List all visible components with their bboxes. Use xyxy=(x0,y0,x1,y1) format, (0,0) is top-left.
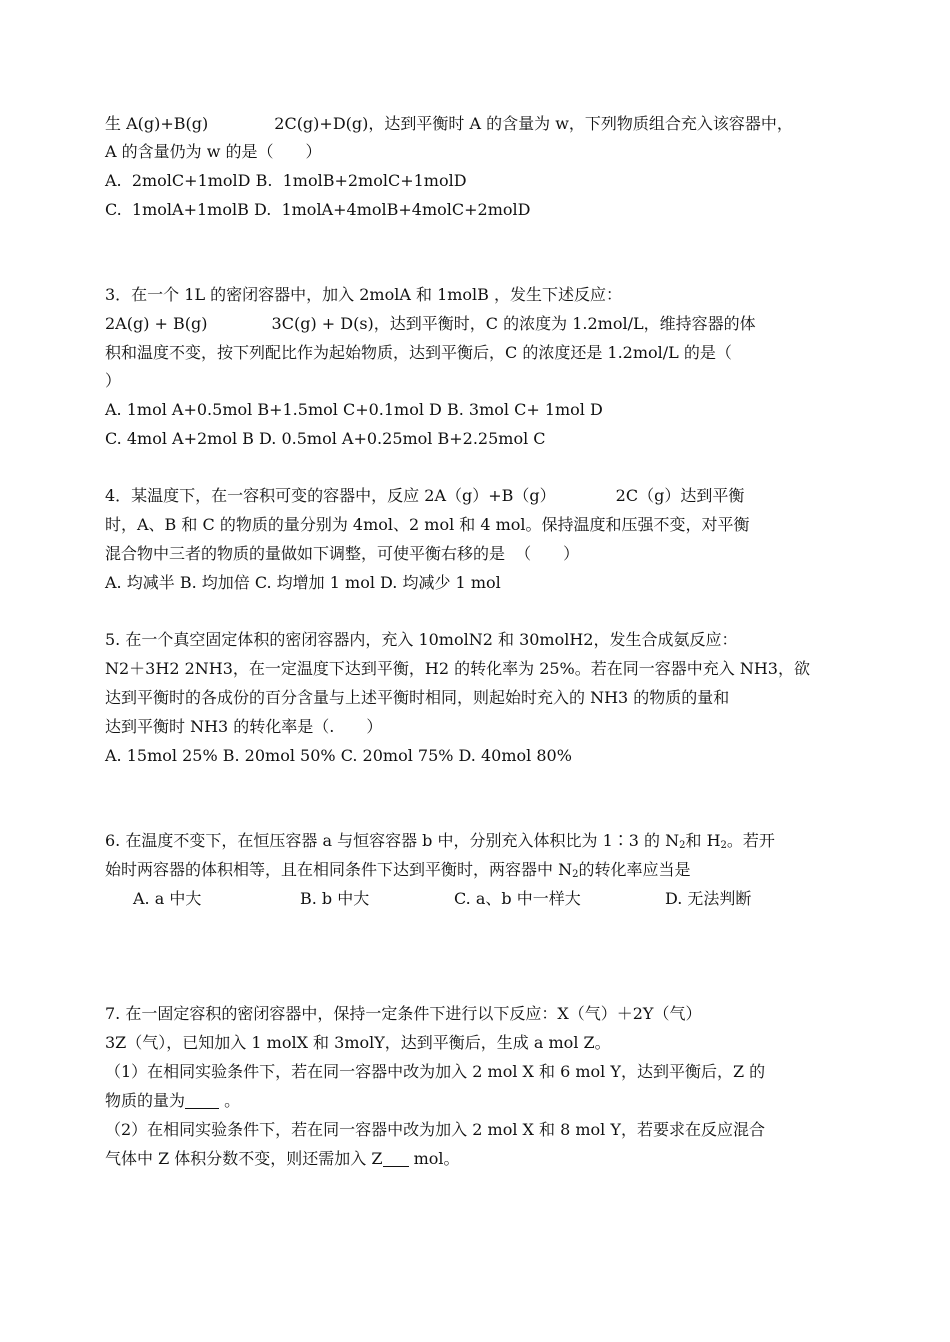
q7-line-4: 物质的量为 。 xyxy=(105,1091,241,1110)
q6-option-d: D. 无法判断 xyxy=(665,889,752,908)
q3-options-1: A. 1mol A+0.5mol B+1.5mol C+0.1mol D B. 3mol C+ 1mol D xyxy=(105,400,603,419)
q3-line-2: 2A(g) + B(g) 3C(g) + D(s)，达到平衡时，C 的浓度为 1.2mol/L，维持容器的体 xyxy=(105,314,756,333)
q7-line-6: 气体中 Z 体积分数不变，则还需加入 Z mol。 xyxy=(105,1149,460,1168)
q7-line-2: 3Z（气），已知加入 1 molX 和 3molY，达到平衡后，生成 a mol Z。 xyxy=(105,1033,611,1052)
answer-blank-2 xyxy=(383,1150,409,1167)
q5-line-2: N2＋3H2 2NH3，在一定温度下达到平衡，H2 的转化率为 25%。若在同一容器中充入 NH3，欲 xyxy=(105,659,810,678)
q3-line-1: 3．在一个 1L 的密闭容器中，加入 2molA 和 1molB ，发生下述反应： xyxy=(105,285,623,304)
q6-option-b: B. b 中大 xyxy=(300,889,370,908)
q2-line-1: 生 A(g)+B(g) 2C(g)+D(g)，达到平衡时 A 的含量为 w，下列物质组合充入该容器中， xyxy=(105,114,793,133)
q4-line-1: 4．某温度下，在一容积可变的容器中，反应 2A（g）+B（g） 2C（g）达到平衡 xyxy=(105,486,745,505)
q5-options: A. 15mol 25% B. 20mol 50% C. 20mol 75% D. 40mol 80% xyxy=(105,746,572,765)
q4-line-3: 混合物中三者的物质的量做如下调整，可使平衡右移的是 （ ） xyxy=(105,544,580,563)
q7-line-5: （2）在相同实验条件下，若在同一容器中改为加入 2 mol X 和 8 mol Y，若要求在反应混合 xyxy=(105,1120,765,1139)
q6-option-c: C. a、b 中一样大 xyxy=(454,889,581,908)
q2-options-2: C. 1molA+1molB D. 1molA+4molB+4molC+2molD xyxy=(105,200,531,219)
q6-line-2: 始时两容器的体积相等，且在相同条件下达到平衡时，两容器中 $N_2$的转化率应当是 xyxy=(105,860,691,880)
q4-line-2: 时，A、B 和 C 的物质的量分别为 4mol、2 mol 和 4 mol。保持温度和压强不变，对平衡 xyxy=(105,515,750,534)
q3-options-2: C. 4mol A+2mol B D. 0.5mol A+0.25mol B+2.25mol C xyxy=(105,429,546,448)
q6-line-1: 6. 在温度不变下，在恒压容器 a 与恒容容器 b 中，分别充入体积比为 1∶3 的 $N_2$和 $H_2$。若开 xyxy=(105,831,775,851)
q6-option-a: A. a 中大 xyxy=(133,889,202,908)
q2-options-1: A. 2molC+1molD B. 1molB+2molC+1molD xyxy=(105,171,467,190)
q5-line-3: 达到平衡时的各成份的百分含量与上述平衡时相同，则起始时充入的 NH3 的物质的量和 xyxy=(105,688,730,707)
q7-line-1: 7. 在一固定容积的密闭容器中，保持一定条件下进行以下反应：X（气）＋2Y（气） xyxy=(105,1004,702,1023)
q7-line-3: （1）在相同实验条件下，若在同一容器中改为加入 2 mol X 和 6 mol Y，达到平衡后，Z 的 xyxy=(105,1062,766,1081)
q4-options: A. 均减半 B. 均加倍 C. 均增加 1 mol D. 均减少 1 mol xyxy=(105,573,501,592)
q5-line-4: 达到平衡时 NH3 的转化率是（. ） xyxy=(105,717,383,736)
q3-line-4: ） xyxy=(105,371,122,390)
answer-blank-1 xyxy=(185,1092,219,1109)
q2-line-2: A 的含量仍为 w 的是（ ） xyxy=(105,142,322,161)
q3-line-3: 积和温度不变，按下列配比作为起始物质，达到平衡后，C 的浓度还是 1.2mol/L 的是（ xyxy=(105,343,732,362)
q5-line-1: 5. 在一个真空固定体积的密闭容器内，充入 10molN2 和 30molH2，发生合成氨反应： xyxy=(105,630,738,649)
